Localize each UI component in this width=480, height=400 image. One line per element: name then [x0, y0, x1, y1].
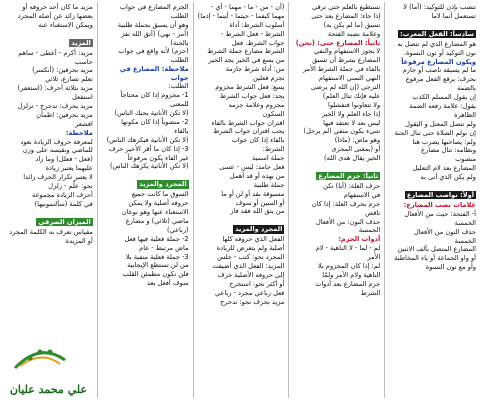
text-line: منصوب [455, 155, 476, 164]
text-line: مجزوم وعلامة جزمه [228, 100, 285, 109]
text-line: تجزم فعلين [252, 74, 285, 83]
author-name: علي محمد عليان [9, 383, 87, 396]
text-line: حذف النون: من الأفعال [315, 217, 381, 226]
text-line: جواب الشرط. فعل [231, 38, 285, 47]
text-line: بالجنة) [170, 38, 189, 47]
text-line: للمعنى [169, 100, 189, 109]
text-line: إن تولم الصلاة حتى تنال الجنة [394, 128, 476, 137]
text-line: المزيد: الفعل الذي أضيفت [212, 262, 285, 271]
text-line: فعل رباعي مجرد - رباعي [215, 288, 285, 297]
section-heading: الميزان الصرفي [38, 217, 91, 226]
text-line: نحو: علّم - زلزل [48, 182, 93, 191]
text-line: ويمكن الاستغناء عنه [38, 20, 93, 29]
column-4 [97, 2, 191, 398]
text-line: في كلمة (سألتمونيها) [34, 199, 93, 208]
text-line: ملاحظة: [65, 128, 93, 137]
text-line: من يسع في الخير يجد الخير [208, 56, 285, 65]
text-line: ولم تتصل المعتل و اليقول [405, 119, 476, 128]
text-line: يقول: علامة رفعه الضمة [409, 102, 476, 111]
text-line: الطلب: [168, 82, 189, 91]
text-line: الترجي (إن الله لم يرضى [311, 83, 381, 92]
text-line: حذف النون من الأفعال [413, 227, 476, 236]
text-line: تستعمل أنما لاما [431, 11, 476, 20]
text-line: (لا تكن الأنانية يكرهك الناس) [109, 162, 189, 171]
text-line: من لن تستطع الإيجابية [127, 261, 189, 270]
text-line: السوق ما كانت جميع [131, 190, 189, 199]
text-line: لم: إذا كان المجزوم بلا [318, 262, 381, 271]
text-line: ماض مرتبط - عام [139, 243, 189, 252]
text-line: نون التوكيد أو نون النسوة. [403, 48, 476, 57]
section-heading: سادساً: الفعل المعرب: [400, 29, 474, 38]
text-line: بالفاء في جملة الشرط الأمر [303, 65, 381, 74]
text-line: مسبوقة بقد أو لن أو ما [221, 189, 285, 198]
text-line: يجد: فعل جواب الشرط [220, 91, 285, 100]
text-line: تسبق (ما لم يكن به) [323, 20, 381, 29]
text-line: أ- الفتحة: حيث من الأفعال [404, 209, 476, 218]
text-line: بالفاء [174, 126, 189, 135]
text-line: أو أكثر نحو: استخرج [229, 279, 285, 288]
text-line: عليهما يعتبر زيادة [45, 164, 93, 173]
text-line: استفعل [71, 93, 93, 102]
text-line: تنصب بإذن للتوكيد: (أما) لا [403, 3, 476, 11]
text-line: يسع: فعل الشرط مجزوم [215, 83, 285, 92]
text-line: المضارع المتصل بألف الاثنين [397, 245, 476, 254]
text-line: مزيد بحرف: تدحرج - تزلزل [17, 102, 93, 111]
section-heading: أولاً: نواصب المضارع [406, 191, 474, 200]
text-line: بالضمة [457, 84, 476, 93]
text-line: وأو مع نون النسوة [425, 263, 476, 272]
text-line: ماضي (ثلاثي) و مضارع [125, 217, 189, 225]
text-line: المجرد نحو: كتب - جلس [217, 253, 285, 262]
text-line: وهو ماض: (ماذا) [334, 136, 381, 145]
text-line: (أن - من - ما - مهما - أي - [210, 3, 285, 11]
text-line: أو (بمعنى المجرى [331, 145, 381, 154]
text-line: مزيد: أكرم - أعطى - ساهم [18, 48, 93, 57]
text-line: بعضها زائد عن أصله المجرد [17, 11, 93, 20]
text-line: جزم بحرف العلة: إذا كان [311, 199, 381, 208]
text-line: تعلم تصارع، ثلاثي [45, 75, 93, 84]
text-line: ما لم يسبقه ناصب أو جازم [402, 66, 476, 75]
text-line: لمعرفة حروف الزيادة نعود [20, 137, 93, 146]
text-line: إن يقول المسلم الكذب [412, 93, 476, 102]
text-line: الشرط [360, 288, 381, 297]
text-line: في الاستفهام [343, 190, 381, 199]
text-line: للماضي ونقيسه على وزن [22, 146, 93, 155]
text-line: شيء يكون منفي (لم يرحل) [303, 127, 381, 136]
text-line: (لا تكن الأنانية فيكرهك الناس) [106, 135, 189, 144]
text-line: علامات نصب المضارع: [403, 201, 476, 210]
text-line: تستطيع بالعلم حتى ترقى [312, 3, 381, 11]
text-line: ونظامه: تنال مضارع [421, 146, 476, 155]
text-line: الاستغناء عنها وهو نوعان [121, 208, 189, 217]
text-line: لا يعتبر تكرار الحرف زائدا [23, 173, 93, 182]
text-line: من يتق الله فقد فاز [230, 207, 285, 216]
text-line: مزيد ما كان أحد حروفه أو [22, 3, 93, 11]
text-line: سوف أفعل بعد [147, 279, 189, 288]
text-line: الناهية ولام الأمر ولمّا [322, 270, 381, 279]
column-2 [288, 2, 382, 398]
text-line: 3- جملة فعلية منفية بلا [125, 252, 189, 261]
column-5 [2, 2, 95, 398]
text-line: الشرط مضارع جملة الشرط [207, 47, 285, 56]
text-line: ويكون المضارع مرفوعاً [401, 57, 476, 66]
text-line: ثانياً: المضارع حتى: (نحن) [295, 38, 381, 47]
text-line: مزيد بحرفين: اطمأن [36, 110, 93, 119]
text-line: عليه فإنك تنال العلم) [322, 91, 381, 100]
text-line: أحرف الزيادة مجموعة [32, 190, 93, 199]
text-line: 2- جملة فعلية فيها فعل [124, 234, 189, 243]
text-line: جملة طلبية [253, 180, 285, 189]
text-line: (جزم) لأنه واقع في جواب [118, 47, 189, 56]
text-line: أصلية ولم يتعرض للزيادة [216, 244, 285, 253]
text-line: مهما كيفما - حيثما - أينما - إذما) [197, 11, 285, 20]
column-3 [193, 2, 287, 398]
section-heading: المزيد [71, 38, 91, 47]
text-line: الشرط - فعل الشرط - [221, 29, 285, 38]
text-line: ولم: يصاحبها يضرب هنا [412, 137, 476, 146]
text-line: يجب اقتران جواب الشرط [213, 127, 285, 136]
text-line: غير الفاء يكون مرفوعاً [127, 153, 189, 162]
text-line: اقشعر [75, 119, 93, 128]
text-line: فلن تكون مطمئن القلب [122, 270, 189, 279]
section-heading: المجرد والمزيد [235, 225, 283, 234]
text-line: الشرط: [262, 145, 285, 154]
text-line: المضارع بشرط أن تسبق [312, 56, 381, 65]
text-line: ناقص [365, 208, 381, 217]
text-line: ليس بعد لا تعتقد فيها [323, 118, 381, 127]
text-line: حاسب [74, 57, 93, 66]
text-line: حرف العلة: (أيا) تكن [323, 182, 381, 191]
text-line: ولم يكن الذي أتى به [420, 173, 476, 182]
text-line: الطلب [170, 11, 189, 20]
text-line: اقتران جواب الشرط بالفاء [211, 118, 285, 127]
text-line: إذا جاء العلم ولا الخير [321, 109, 381, 118]
text-line: مزيد بثلاثة أحرف: (استغفر) [17, 84, 93, 93]
text-line: (أمر - نهي) (أتق الله تفز [121, 29, 189, 38]
text-line: الأمر [367, 253, 381, 262]
text-line: الخمسة [358, 226, 381, 235]
author-logo [4, 336, 93, 396]
wheat-logo-icon [10, 340, 70, 370]
text-line: 1- مجزوم إذا كان محتاجاً [120, 91, 189, 100]
text-line: الطلب [170, 56, 189, 65]
text-line: أو السين أو سوف [235, 198, 285, 207]
text-line: المضارع بعد لام التعليل [412, 164, 476, 173]
text-line: الجزم المضارع في جواب [119, 3, 189, 11]
text-line: السكون [262, 109, 285, 118]
text-line: لا يجوز الاستفهام والنفي [314, 47, 381, 56]
text-line: مزيد بحرفين: (أنكسر) [32, 66, 93, 75]
text-line: أدوات الجزم: [338, 235, 381, 244]
text-line: أسلوب الشرط: أداة [229, 20, 285, 29]
text-line: فعل جامد: ليس - عسى [219, 163, 285, 172]
section-heading: المجرد والمزيد [139, 180, 187, 189]
text-line: الظاهرة [454, 110, 476, 119]
text-line: الخمسة [454, 218, 476, 227]
text-line: لم - لما - لا الناهية - لام [315, 244, 381, 253]
text-line: 2- منصوباً إذا كان مكونها [121, 117, 189, 126]
text-line: بالفاء إذا كان جواب [231, 136, 285, 145]
text-line: وهو أن يسبق بجملة طلبية [117, 20, 189, 29]
text-line: هو المضارع الذي لم تتصل به [397, 39, 476, 48]
text-line: النهي التمني الاستفهام [318, 74, 381, 83]
text-line: من يهذه أو قد أهمل [229, 171, 285, 180]
text-line: (لا تكن الأنانية بحبك الناس) [114, 109, 189, 118]
text-line: إلى حروفه الأصلية حرف [217, 270, 285, 279]
text-line: الخير يقال هدى الله) [323, 154, 381, 163]
text-line: الخمسة [454, 236, 476, 245]
text-line: من: أداة شرط جازمة [225, 65, 285, 74]
text-line: ملاحظة: المضارع في جواب [119, 65, 189, 82]
section-heading: ثانياً: جزم المضارع [318, 172, 379, 181]
text-line: الفعل الذي حروفه كلها [222, 235, 285, 244]
text-line: إذا جاء: المضارع بعد حتى [311, 11, 381, 20]
text-line: بحرف: يرفع الفعل مرفوع [405, 75, 476, 84]
text-line: مزيد بحرف نحو: تدحرج [220, 297, 285, 306]
text-line: وعلامة نصبه الفتحة [327, 29, 381, 38]
text-line: 3- إذا كان ما أقر الأخير حرف [108, 144, 189, 153]
text-line: أو المزيدة [65, 236, 93, 245]
text-line: جزم المضارع بعد أدوات [315, 279, 381, 288]
text-line: أو واو الجماعة أو ياء المخاطبة [394, 254, 476, 263]
text-line: ولا تتعاونوا فتفشلوا [328, 100, 381, 109]
text-line: حروفه أصلية ولا يمكن [128, 199, 189, 208]
column-1 [384, 2, 478, 398]
text-line: جملة اسمية [252, 154, 285, 163]
text-line: (فعل - فعلل) وما زاد [35, 155, 93, 164]
text-line: (رباعي) [167, 225, 189, 234]
text-line: مقياس نعرف به الكلمة المجرد [9, 227, 93, 236]
